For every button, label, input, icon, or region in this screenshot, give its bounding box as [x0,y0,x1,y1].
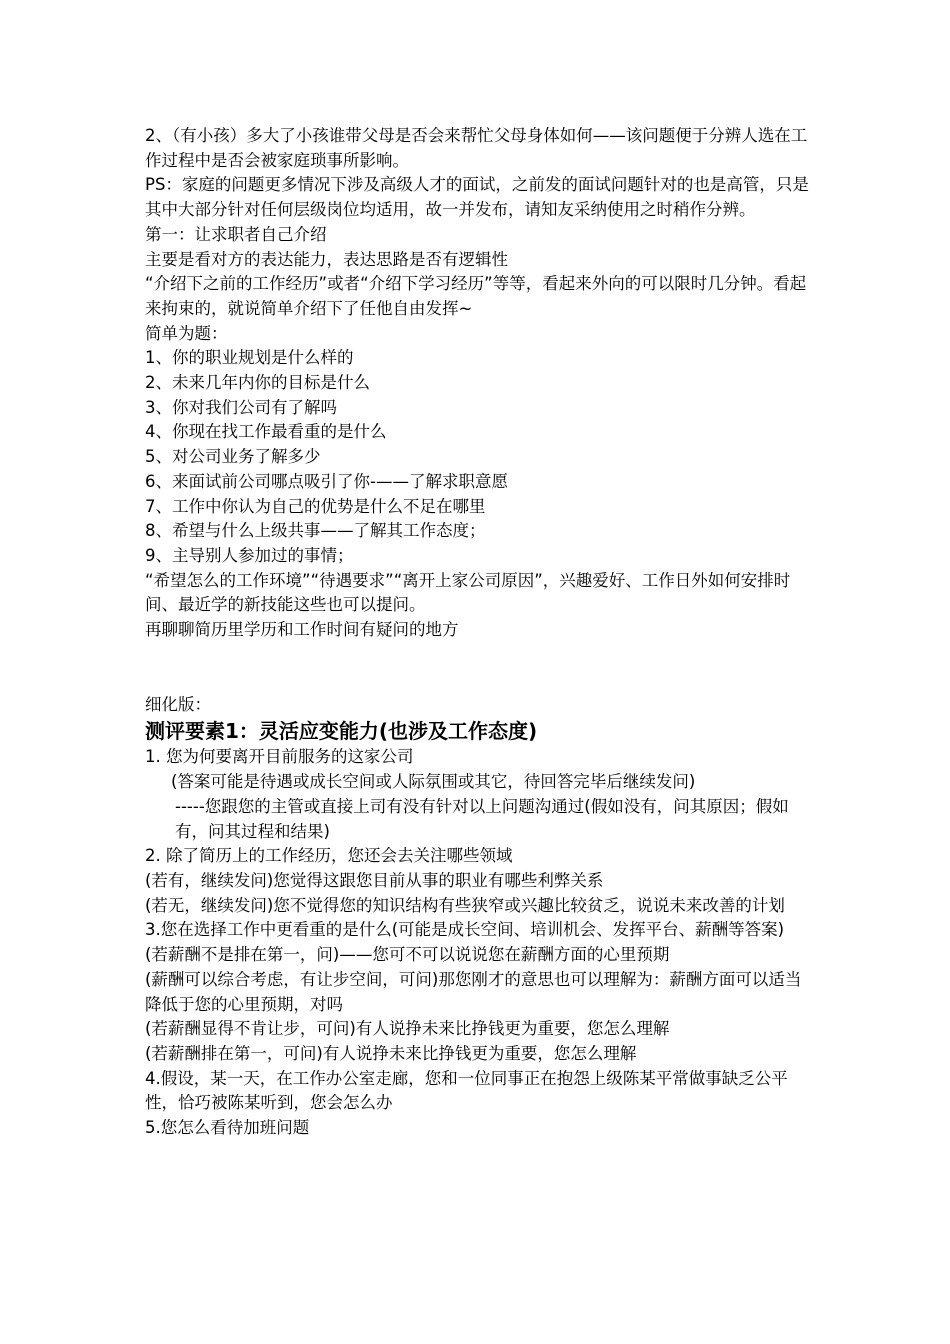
question-item: 5、对公司业务了解多少 [145,447,321,467]
detail-question-3-followup-d: (若薪酬排在第一，可问)有人说挣未来比挣钱更为重要，您怎么理解 [145,1043,637,1063]
detail-question-2-followup-b: (若无，继续发问)您不觉得您的知识结构有些狭窄或兴趣比较贫乏，说说未来改善的计划 [145,895,785,915]
detail-question-3-followup-b: (薪酬可以综合考虑，有让步空间，可问)那您刚才的意思也可以理解为：薪酬方面可以适当降低于您的心里预期，对吗 [145,969,802,1014]
detail-question-2-followup-a: (若有，继续发问)您觉得这跟您目前从事的职业有哪些利弊关系 [145,870,604,890]
question-item: 3、你对我们公司有了解吗 [145,397,337,417]
question-item: 6、来面试前公司哪点吸引了你-——了解求职意愿 [145,471,508,491]
detail-question-4: 4.假设，某一天，在工作办公室走廊，您和一位同事正在抱怨上级陈某平常做事缺乏公平性，恰巧被陈某听到，您会怎么办 [145,1068,788,1113]
detail-question-1: 1. 您为何要离开目前服务的这家公司 [145,747,414,767]
question-item: 4、你现在找工作最看重的是什么 [145,422,387,442]
section-heading: 测评要素1：灵活应变能力(也涉及工作态度) [145,719,538,744]
detail-question-3: 3.您在选择工作中更看重的是什么(可能是成长空间、培训机会、发挥平台、薪酬等答案) [145,920,785,940]
question-item: 8、希望与什么上级共事——了解其工作态度； [145,521,486,541]
section-gap [145,643,810,693]
intro-line-3: 第一：让求职者自己介绍 [145,224,327,244]
question-item: 1、你的职业规划是什么样的 [145,348,354,368]
detail-question-3-followup-a: (若薪酬不是排在第一，问)——您可不可以说说您在薪酬方面的心里预期 [145,945,670,965]
intro-line-2: PS：家庭的问题更多情况下涉及高级人才的面试，之前发的面试问题针对的也是高管，只是其中大部分针对任何层级岗位均适用，故一并发布，请知友采纳使用之时稍作分辨。 [145,175,809,220]
intro-line-6: 简单为题： [145,323,228,343]
question-item: 9、主导别人参加过的事情； [145,545,354,565]
intro-line-last: 再聊聊简历里学历和工作时间有疑问的地方 [145,620,459,640]
detail-question-5: 5.您怎么看待加班问题 [145,1118,310,1138]
question-item: 2、未来几年内你的目标是什么 [145,373,370,393]
intro-line-extra: “希望怎么的工作环境”“待遇要求”“离开上家公司原因”，兴趣爱好、工作日外如何安排时间、最近学的新技能这些也可以提问。 [145,570,791,615]
detail-question-1-followup: -----您跟您的主管或直接上司有没有针对以上问题沟通过(假如没有，问其原因；假如有，问其过程和结果) [175,796,789,841]
intro-line-1: 2、（有小孩）多大了小孩谁带父母是否会来帮忙父母身体如何——该问题便于分辨人选在工作过程中是否会被家庭琐事所影响。 [145,126,808,170]
detail-question-1-note: (答案可能是待遇或成长空间或人际氛围或其它，待回答完毕后继续发问) [171,772,696,792]
document-page [145,124,810,1141]
question-item: 7、工作中你认为自己的优势是什么不足在哪里 [145,496,486,516]
intro-line-5: “介绍下之前的工作经历”或者“介绍下学习经历”等等，看起来外向的可以限时几分钟。看起来拘束的，就说简单介绍下了任他自由发挥~ [145,274,807,318]
intro-line-4: 主要是看对方的表达能力，表达思路是否有逻辑性 [145,249,508,269]
detail-question-3-followup-c: (若薪酬显得不肯让步，可问)有人说挣未来比挣钱更为重要，您怎么理解 [145,1019,670,1039]
detail-label: 细化版： [145,694,211,714]
detail-question-2: 2. 除了简历上的工作经历，您还会去关注哪些领域 [145,846,513,866]
